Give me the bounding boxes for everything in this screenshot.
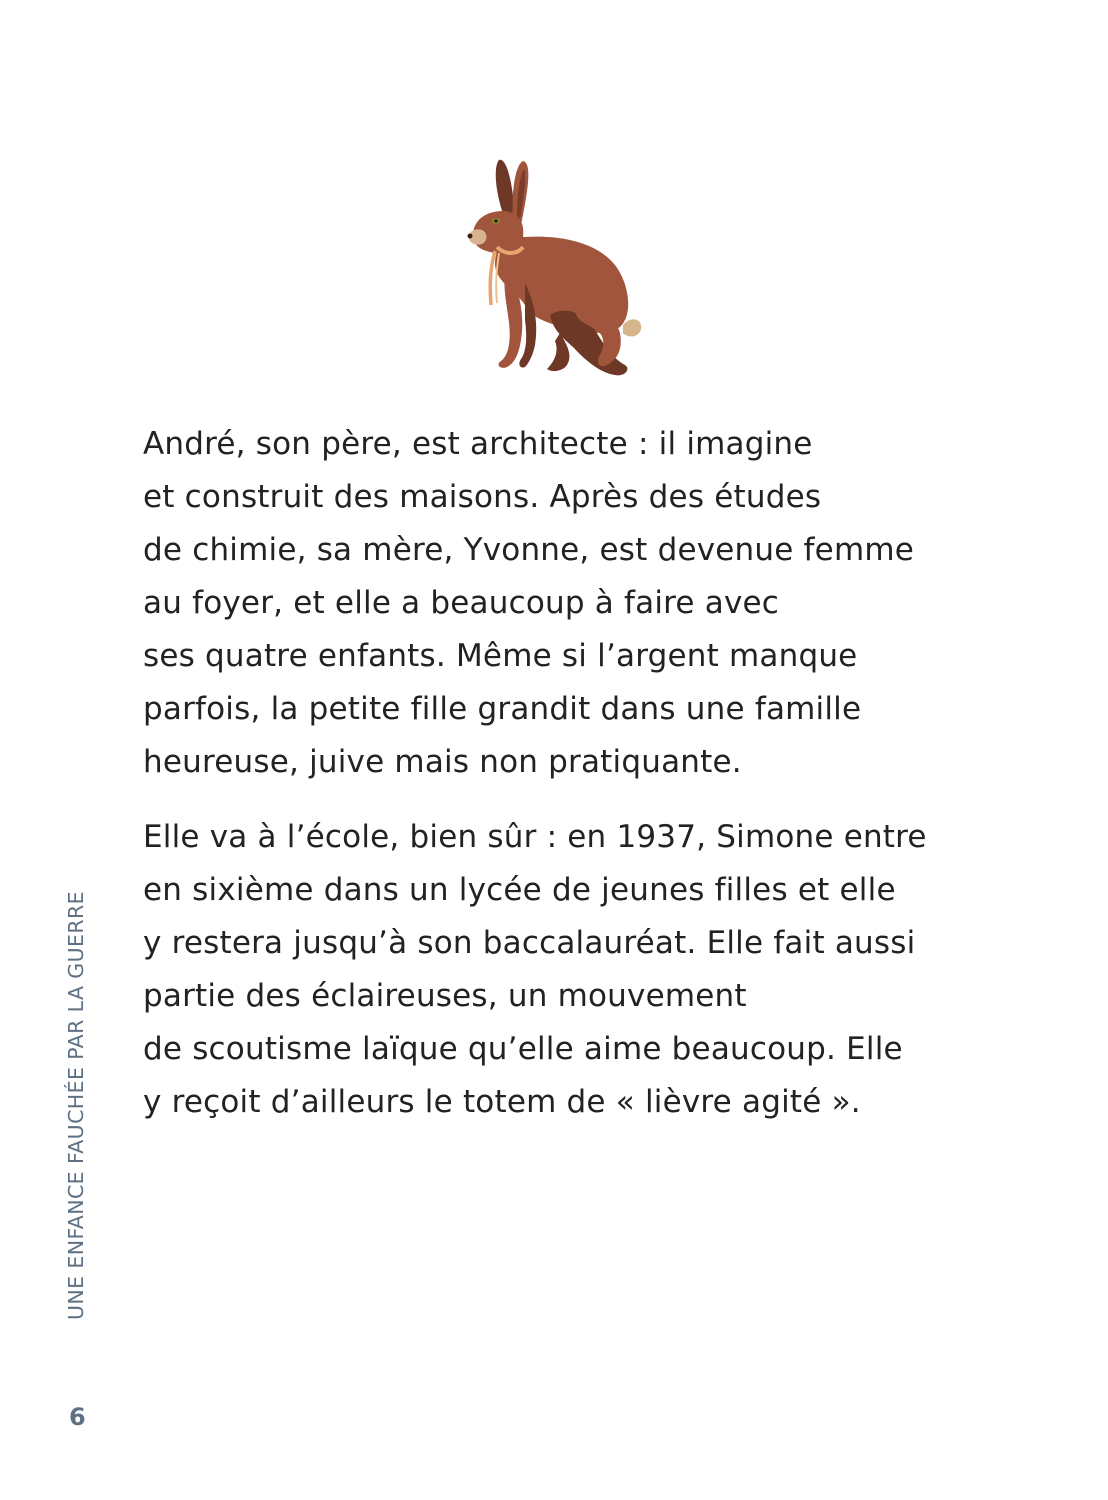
text-line: de chimie, sa mère, Yvonne, est devenue femme	[143, 532, 915, 568]
text-line: parfois, la petite fille grandit dans une famille	[143, 691, 862, 727]
text-line: heureuse, juive mais non pratiquante.	[143, 744, 742, 780]
text-line: y restera jusqu’à son baccalauréat. Elle fait aussi	[143, 925, 916, 961]
paragraph	[143, 811, 973, 1129]
text-line: y reçoit d’ailleurs le totem de « lièvre agité ».	[143, 1084, 861, 1120]
paragraph	[143, 418, 973, 789]
text-line: partie des éclaireuses, un mouvement	[143, 978, 747, 1014]
text-line: en sixième dans un lycée de jeunes filles et elle	[143, 872, 896, 908]
text-line: de scoutisme laïque qu’elle aime beaucoup. Elle	[143, 1031, 903, 1067]
text-line: et construit des maisons. Après des études	[143, 479, 822, 515]
text-line: André, son père, est architecte : il imagine	[143, 426, 813, 462]
running-head: UNE ENFANCE FAUCHÉE PAR LA GUERRE	[64, 891, 88, 1320]
hare-icon	[455, 155, 655, 385]
text-line: au foyer, et elle a beaucoup à faire avec	[143, 585, 780, 621]
text-line: Elle va à l’école, bien sûr : en 1937, Simone entre	[143, 819, 927, 855]
page-number: 6	[69, 1403, 86, 1431]
text-line: ses quatre enfants. Même si l’argent manque	[143, 638, 858, 674]
body-text	[143, 418, 973, 1129]
